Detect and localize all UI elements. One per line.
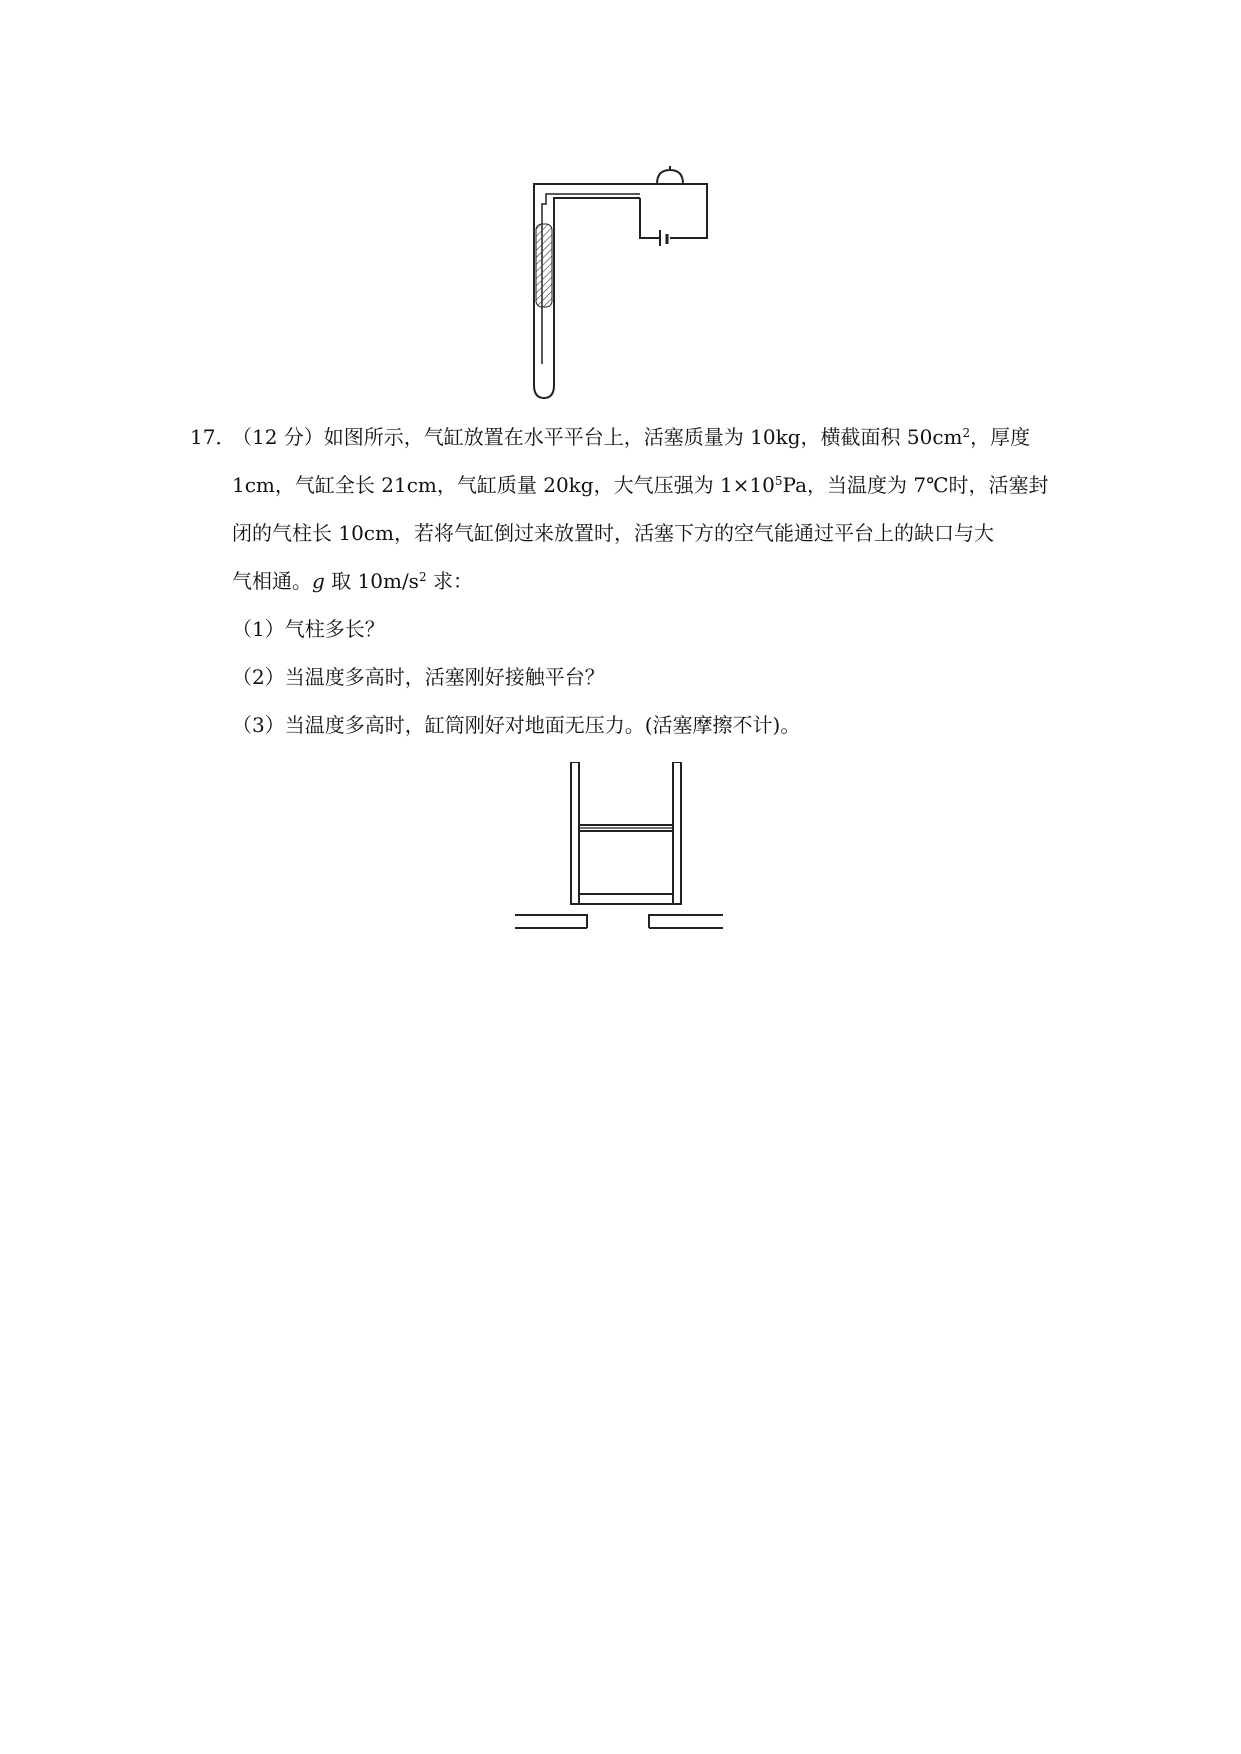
circuit-wire-right <box>640 184 707 238</box>
cylinder-piston-figure <box>515 762 735 936</box>
platform-right <box>649 915 723 928</box>
platform-left <box>515 915 587 928</box>
tube-alarm-circuit-diagram <box>520 160 740 400</box>
tube-top-inner <box>554 198 640 208</box>
intro-line-3: 闭的气柱长 10cm，若将气缸倒过来放置时，活塞下方的空气能通过平台上的缺口与大 <box>232 521 994 545</box>
intro-line-2: 1cm，气缸全长 21cm，气缸质量 20kg，大气压强为 $1\times 10^5Pa$，当温度为 7℃时，活塞封 <box>232 473 1049 497</box>
circuit-wire-left <box>640 198 660 238</box>
intro-line-4: 气相通。g 取 $10m/s^2$ 求： <box>232 569 473 593</box>
question-number: 17． <box>190 425 236 449</box>
mercury-column <box>536 224 552 307</box>
alarm-bell-icon <box>657 170 683 184</box>
cylinder-left-wall <box>571 762 579 904</box>
electrode-wire <box>542 194 640 364</box>
sub-question-1: （1）气柱多长？ <box>232 617 385 641</box>
intro-line-1: （12 分）如图所示，气缸放置在水平平台上，活塞质量为 10kg，横截面积 $50cm^2$，厚度 <box>232 425 1031 449</box>
cylinder-piston-diagram <box>515 762 735 932</box>
cylinder-right-wall <box>673 762 681 904</box>
tube-alarm-circuit-figure <box>520 160 740 404</box>
sub-question-2: （2）当温度多高时，活塞刚好接触平台？ <box>232 665 605 689</box>
sub-question-3: （3）当温度多高时，缸筒刚好对地面无压力。(活塞摩擦不计)。 <box>232 713 801 737</box>
